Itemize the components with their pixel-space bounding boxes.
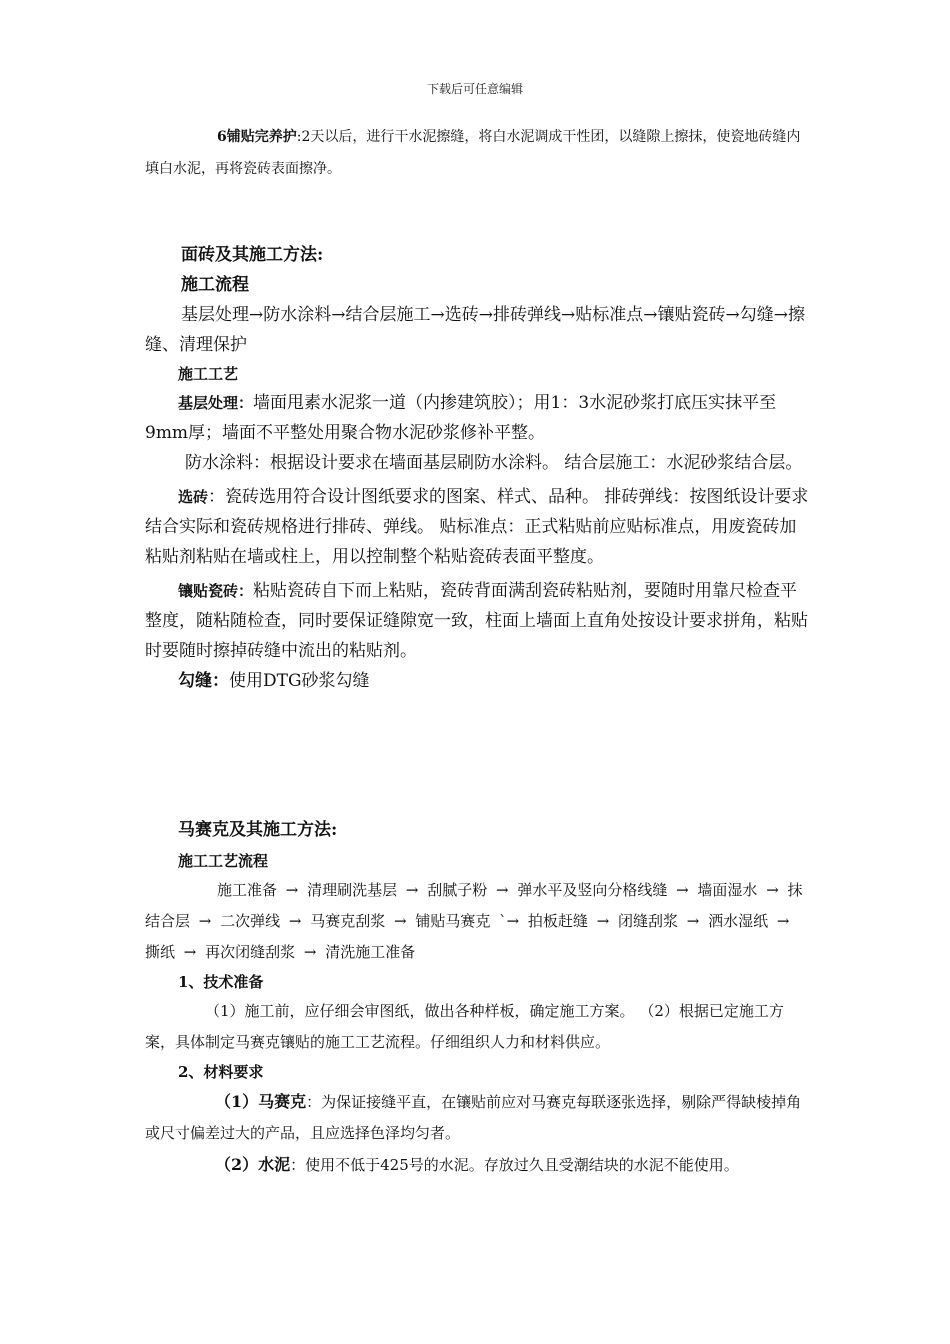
facing-tile-title: 面砖及其施工方法: [181,245,324,265]
curing-label: 6铺贴完养护 [217,129,297,145]
base-label: 基层处理： [178,394,254,412]
mosaic-section [145,815,810,1181]
page-header: 下载后可任意编辑 [426,82,523,96]
curing-text: :2天以后，进行干水泥擦缝，将白水泥调成干性团，以缝隙上擦抹，使瓷地砖缝内填白水泥，再将瓷砖表面擦净。 [145,129,801,177]
select-label: 选砖 [178,488,209,506]
joint-text: 使用DTG砂浆勾缝 [229,671,370,691]
joint-label: 勾缝： [178,671,229,691]
facing-flow-text: 基层处理→防水涂料→结合层施工→选砖→排砖弹线→贴标准点→镶贴瓷砖→勾缝→擦缝、清理保护 [145,305,805,355]
mosaic-text: ：为保证接缝平直，在镶贴前应对马赛克每联逐张选择，剔除严得缺棱掉角或尺寸偏差过大的产品，且应选择色泽均匀者。 [145,1093,802,1142]
material-title: 2、材料要求 [178,1063,264,1081]
base-text: 墙面甩素水泥浆一道（内掺建筑胶）；用1：3水泥砂浆打底压实抹平至9mm厚；墙面不平整处用聚合物水泥砂浆修补平整。 [145,393,777,443]
curing-paragraph [145,121,810,185]
cement-text: ：使用不低于425号的水泥。存放过久且受潮结块的水泥不能使用。 [290,1156,739,1174]
tech-prep-text: （1）施工前，应仔细会审图纸，做出各种样板，确定施工方案。 （2）根据已定施工方案，具体制定马赛克镶贴的施工工艺流程。仔细组织人力和材料供应。 [145,1002,784,1051]
mosaic-flow-title: 施工工艺流程 [178,852,269,870]
facing-craft-title: 施工工艺 [178,365,239,383]
mosaic-flow-text: 施工准备 → 清理刷洗基层 → 刮腻子粉 → 弹水平及竖向分格线缝 → 墙面湿水 → 抹结合层 → 二次弹线 → 马赛克刮浆 → 铺贴马赛克 `→ 拍板赶缝 → 闭缝刮浆 → 洒水湿纸 → 撕纸 → 再次闭缝刮浆 → 清洗施工准备 [145,881,803,961]
tile-text: 粘贴瓷砖自下而上粘贴，瓷砖背面满刮瓷砖粘贴剂，要随时用靠尺检查平整度，随粘随检查，同时要保证缝隙宽一致，柱面上墙面上直角处按设计要求拼角，粘贴时要随时擦掉砖缝中流出的粘贴剂。 [145,581,808,661]
cement-label: （2）水泥 [215,1155,291,1174]
facing-flow-title: 施工流程 [181,275,249,295]
select-text: ：瓷砖选用符合设计图纸要求的图案、样式、品种。 排砖弹线：按图纸设计要求结合实际和瓷砖规格进行排砖、弹线。 贴标准点：正式粘贴前应贴标准点，用废瓷砖加粘贴剂粘贴在墙或柱上，用以控制整个粘贴瓷砖表面平整度。 [145,487,809,567]
tile-label: 镶贴瓷砖： [178,582,254,600]
mosaic-label: （1）马赛克 [215,1092,307,1111]
waterproof-text: 防水涂料：根据设计要求在墙面基层刷防水涂料。 结合层施工：水泥砂浆结合层。 [185,453,803,473]
facing-tile-section [145,240,810,696]
tech-prep-title: 1、技术准备 [178,973,264,991]
mosaic-title: 马赛克及其施工方法: [178,820,338,840]
